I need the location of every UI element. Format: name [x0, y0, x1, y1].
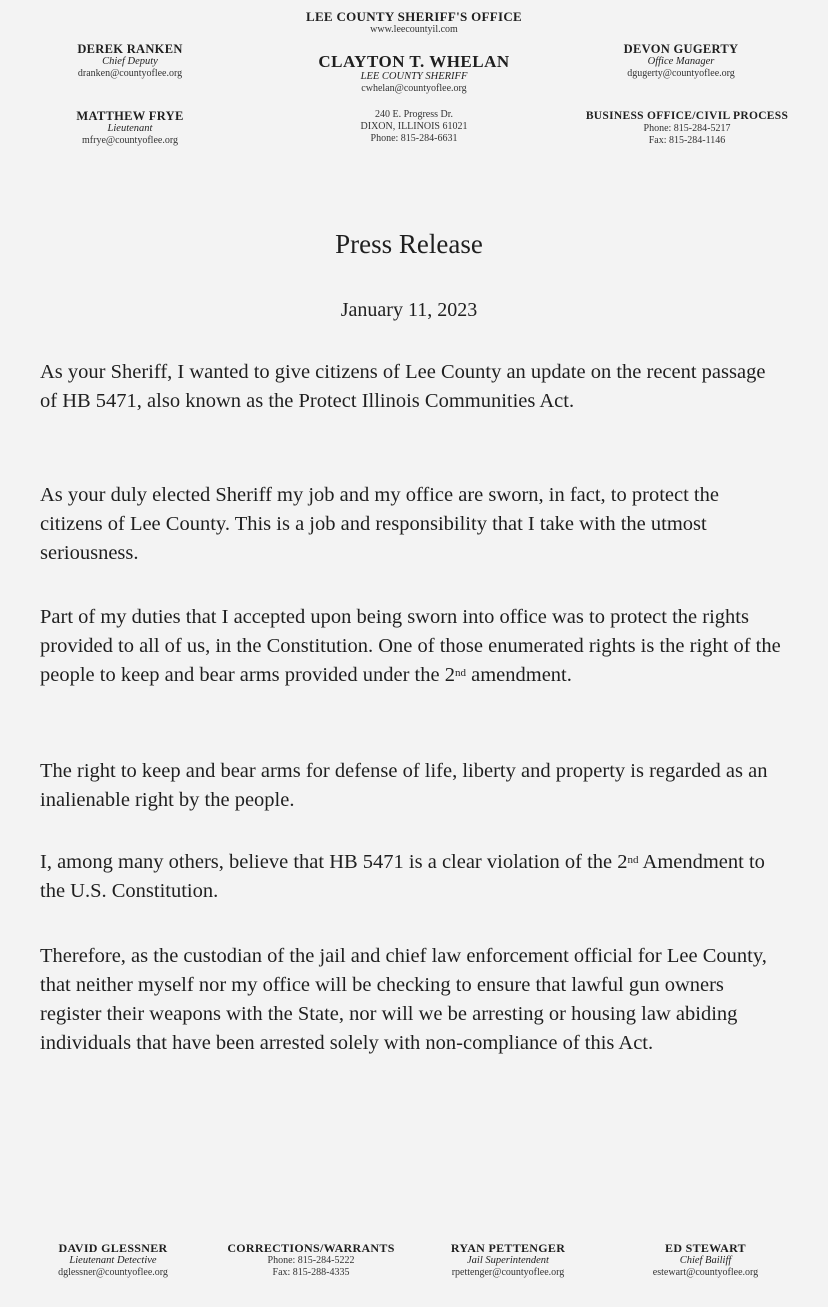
staff-email: dglessner@countyoflee.org — [58, 1267, 168, 1278]
paragraph-text — [40, 848, 785, 906]
office-website: www.leecountyil.com — [370, 24, 458, 35]
footer-col-4 — [618, 1241, 793, 1279]
dept-name: BUSINESS OFFICE/CIVIL PROCESS — [585, 110, 789, 122]
paragraph-text: As your Sheriff, I wanted to give citizens of Lee County an update on the recent passage of HB 5471, also known as the Protect Illinois Communities Act. — [40, 361, 766, 412]
paragraph-text — [40, 603, 785, 690]
paragraph-text: Therefore, as the custodian of the jail and chief law enforcement official for Lee County, that neither myself nor my office will be checking to ensure that lawful gun owners register their weapons with the State, nor will we be arresting or housing law abiding individuals that have been arrested solely with non-compliance of this Act. — [40, 945, 767, 1054]
superscript: nd — [454, 667, 466, 679]
footer-col-1 — [28, 1241, 198, 1279]
staff-email: dgugerty@countyoflee.org — [627, 68, 735, 79]
paragraph-5 — [40, 848, 785, 906]
address-phone: Phone: 815-284-6631 — [370, 133, 458, 144]
staff-name: DEREK RANKEN — [77, 42, 183, 56]
letterhead-left-top — [30, 42, 230, 80]
dept-phone: Phone: 815-284-5217 — [643, 123, 731, 134]
sheriff-email: cwhelan@countyoflee.org — [361, 83, 467, 94]
address-line1: 240 E. Progress Dr. — [374, 109, 454, 120]
footer-col-3 — [418, 1241, 598, 1279]
staff-title: Lieutenant — [107, 123, 153, 134]
staff-name: DAVID GLESSNER — [58, 1241, 168, 1255]
paragraph-6 — [40, 942, 785, 1058]
dept-name: CORRECTIONS/WARRANTS — [227, 1241, 395, 1255]
staff-email: rpettenger@countyoflee.org — [451, 1267, 565, 1278]
letterhead-left-bottom — [30, 109, 230, 147]
staff-name: MATTHEW FRYE — [76, 109, 184, 123]
staff-name: ED STEWART — [665, 1241, 746, 1255]
letterhead-right-top — [576, 42, 786, 80]
dept-fax: Fax: 815-284-1146 — [648, 135, 726, 146]
staff-email: dranken@countyoflee.org — [77, 68, 183, 79]
staff-title: Lieutenant Detective — [69, 1255, 157, 1266]
paragraph-1 — [40, 358, 785, 416]
paragraph-text: As your duly elected Sheriff my job and my office are sworn, in fact, to protect the citizens of Lee County. This is a job and responsibility that I take with the utmost seriousness. — [40, 484, 719, 564]
text-run: Part of my duties that I accepted upon being sworn into office was to protect the rights provided to all of us, in the Constitution. One of those enumerated rights is the right of the people to keep and bear arms provided under the 2 — [40, 606, 781, 686]
letterhead-center — [234, 10, 594, 145]
text-run: amendment. — [465, 664, 572, 686]
dept-fax: Fax: 815-288-4335 — [272, 1267, 350, 1278]
dept-phone: Phone: 815-284-5222 — [267, 1255, 355, 1266]
staff-name: DEVON GUGERTY — [623, 42, 739, 56]
superscript: nd — [627, 854, 639, 866]
address-line2: DIXON, ILLINOIS 61021 — [360, 121, 468, 132]
letterhead-right-bottom — [548, 109, 826, 147]
staff-title: Chief Bailiff — [679, 1255, 732, 1266]
text-run: I, among many others, believe that HB 5471 is a clear violation of the 2 — [40, 851, 628, 873]
office-name: LEE COUNTY SHERIFF'S OFFICE — [305, 9, 522, 24]
paragraph-2 — [40, 481, 785, 568]
paragraph-4 — [40, 757, 785, 815]
sheriff-title: LEE COUNTY SHERIFF — [360, 71, 468, 82]
footer-col-2 — [206, 1241, 416, 1279]
staff-title: Chief Deputy — [102, 56, 158, 67]
sheriff-name: CLAYTON T. WHELAN — [318, 52, 510, 71]
paragraph-3 — [40, 603, 785, 690]
text-run: Amendment to the U.S. Constitution. — [40, 851, 765, 902]
staff-email: mfrye@countyoflee.org — [82, 135, 178, 146]
document-date: January 11, 2023 — [340, 299, 478, 321]
paragraph-text: The right to keep and bear arms for defense of life, liberty and property is regarded as an inalienable right by the people. — [40, 760, 768, 811]
staff-title: Office Manager — [647, 56, 715, 67]
staff-name: RYAN PETTENGER — [450, 1241, 566, 1255]
staff-title: Jail Superintendent — [467, 1255, 549, 1266]
staff-email: estewart@countyoflee.org — [652, 1267, 759, 1278]
document-title: Press Release — [335, 229, 483, 259]
